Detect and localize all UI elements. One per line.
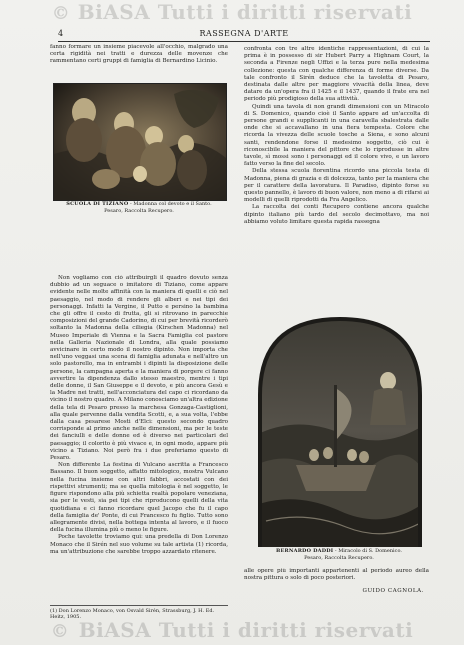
watermark-bottom — [0, 618, 464, 642]
footnote: (1) Don Lorenzo Monaco, von Osvald Sirén, Strassburg, J. H. Ed. Heitz, 1905. — [50, 605, 228, 621]
caption-text: Miracolo di S. Domenico. — [338, 548, 402, 554]
paragraph: Non differente La festina di Vulcano ascritta a Francesco Bassano. Il buon soggetto, affatto mitologico, mostra Vulcano nella fucina insieme con altri fabbri, accostati con dei rispettivi strumenti; ma se quella mitologia è nel soggetto, le figure rispondono alla più schietta realtà popolare veneziana, sia per le vesti, sia pei tipi che riproducono quelli della vita quotidiana e ci fanno ricordare quel Jacopo che fu il capo della famiglia de' Ponte, di cui Francesco fu figlio. Tutto sono allegramente divisi, nella bottega intenta al lavoro, e il fuoco della fucina illumina più o meno le figure. — [50, 462, 228, 534]
caption-location: Pesaro, Raccolta Recupero. — [104, 208, 174, 214]
caption-text: Madonna col devoto e il Santo. — [133, 201, 212, 207]
watermark-text: BiASA Tutti i diritti riservati — [78, 618, 414, 642]
paragraph: fanno formare un insieme piacevole all'occhio, malgrado una certa rigidità nei tratti e durezza delle movenze che rammentano certi gruppi di famiglia di Bernardino Licinio. — [50, 44, 228, 65]
painting-madonna-col-devoto — [53, 83, 227, 201]
caption-title: BERNARDO DADDI — [276, 548, 334, 554]
paragraph: Non vogliamo con ciò attribuirgli il quadro dovuto senza dubbio ad un seguace o imitatore di Tiziano, come appare evidente nelle molte affinità con la maniera di quelli e ciò nel paesaggio, nel modo di rendere gli alberi e nei tipi dei personaggi. Infatti la Vergine, il Putto e persino la bambina che gli offre il cesto di frutta, gli si ritrovano in parecchie composizioni del grande Cadorino, di cui per brevità ricorderò soltanto la Madonna della ciliegia (Kirschen Madonna) nel Museo Imperiale di Vienna e la Sacra Famiglia col pastore nella Galleria Nazionale di Londra, alla quale possiamo avvicinare in certo modo il nostro dipinto. Non importa che nell'uno veggasi una scena di famiglia adunata e nell'altro un solo pastorello, ma in entrambi i dipinti la disposizione delle persone, la campagna aperta e la maniera di porgere ci fanno avvertire la dipendenza dallo stesso maestro, mentre i tipi delle donne, il San Giuseppe e il devoto, e più ancora Gesù e la Madre nei tratti, nell'acconciatura del capo ci ricordano da vicino il nostro quadro. A Milano conosciamo un'altra edizione della tela di Pesaro presso la marchesa Gonzaga-Castiglioni, alla quale pervenne dalla vendita Scotti, e, a sua volta, l'ebbe dalla casa pesarese Mosti d'Elci: questo secondo quadro corrisponde al primo anche nelle dimensioni, ma per le teste dei fanciulli e delle donne ed è diverso nei particolari del paesaggio; il colorito è più vivace e, in ogni modo, appare più vicino a Tiziano. Noi però fra i due preferiamo questo di Pesaro. — [50, 275, 228, 462]
page-number: 4 — [58, 29, 64, 38]
right-closing-text — [244, 568, 429, 582]
paragraph: alle opere più importanti appartenenti al periodo aureo della nostra pittura o solo di poco posteriori. — [244, 568, 429, 582]
paragraph: La raccolta dei conti Recupero contiene ancora qualche dipinto italiano più tardo del secolo decimottavo, ma noi abbiamo voluto limitare questa rapida rassegna — [244, 204, 429, 225]
watermark-top — [0, 0, 464, 24]
watermark-text: BiASA Tutti i diritti riservati — [77, 0, 413, 24]
caption-location: Pesaro, Raccolta Recupero. — [304, 555, 374, 561]
copyright-icon: © — [51, 3, 71, 24]
page-header — [58, 27, 430, 42]
painting-image — [54, 84, 226, 200]
painting-image — [256, 315, 424, 547]
left-body-text — [50, 275, 228, 602]
author-signature: GUIDO CAGNOLA. — [362, 588, 424, 594]
figure-caption-left: SCUOLA DI TIZIANO - Madonna col devoto e il Santo. Pesaro, Raccolta Recupero. — [50, 201, 228, 215]
copyright-icon: © — [50, 621, 70, 642]
paragraph: Quindi una tavola di non grandi dimensioni con un Miracolo di S. Domenico, quando cioè il Santo appare ad un'accolta di persone grandi e supplicanti in una caravella sbalestrata dalle onde che si accavallano in una fiera tempesta. Colore che ricorda la vivezza delle scuole tosche a Siena, e sono alcuni santi, rendendone forse il medesimo soggetto, ciò cui è riconoscibile la maniera del pittore che lo riprodusse in altre tavole, sì mossi sono i personaggi ed il colore vivo, e un lavoro fatto verso la fine del secolo. — [244, 103, 429, 168]
figure-caption-right: BERNARDO DADDI - Miracolo di S. Domenico. Pesaro, Raccolta Recupero. — [244, 548, 434, 562]
paragraph: Poche tavolette troviamo qui: una predella di Don Lorenzo Monaco che il Sirén nel suo volume su tale artista (1) ricorda, ma un'attribuzione che sarebbe troppo azzardato ritenere. — [50, 534, 228, 555]
caption-title: SCUOLA DI TIZIANO — [66, 201, 129, 207]
running-title: RASSEGNA D'ARTE — [199, 29, 289, 38]
painting-miracolo-s-domenico — [256, 315, 424, 547]
left-intro-text — [50, 44, 228, 78]
right-body-text — [244, 46, 429, 308]
paragraph: Della stessa scuola fiorentina ricordo una piccola testa di Madonna, piena di grazia e di dolcezza, tanto per la maniera che per il carattere della lavoratura. Il Paradiso, dipinto forse su questo pannello, è lavoro di buon valore, non meno a di rifarsi ai modelli di quelli riprodotti da Fra Angelico. — [244, 168, 429, 204]
paragraph: confronta con tre altre identiche rappresentazioni, di cui la prima è in possesso di sir Hubert Parry a Highnam Court, la seconda a Firenze negli Uffizi e la terza pure nella medesima collezione: questa con qualche differenza di forme diverse. Da tale confronto il Sirén deduce che la tavoletta di Pesaro, destinata dalle altre per maggiore vivacità della linea, deve datare da un'opera fra il 1425 e il 1437, quando il frate era nel periodo più prodigioso della sua attività. — [244, 46, 429, 103]
